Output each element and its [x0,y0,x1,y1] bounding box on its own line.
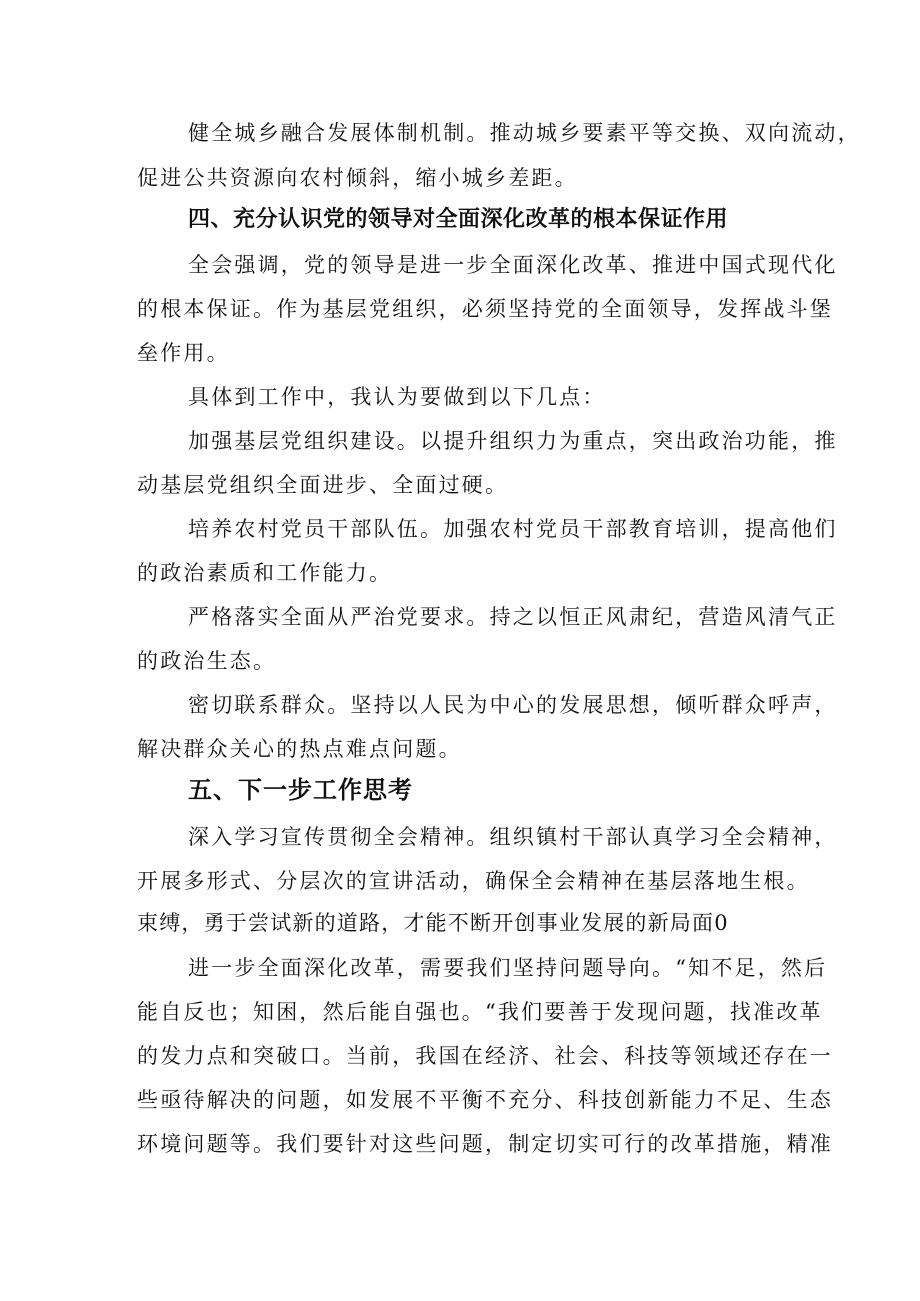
paragraph-line: 深入学习宣传贯彻全会精神。组织镇村干部认真学习全会精神， [188,825,838,849]
paragraph-line: 健全城乡融合发展体制机制。推动城乡要素平等交换、双向流动， [188,121,861,145]
list-item-line: 培养农村党员干部队伍。加强农村党员干部教育培训，提高他们 [188,517,838,541]
paragraph-line: 促进公共资源向农村倾斜，缩小城乡差距。 [137,166,578,190]
list-item-line: 的政治生态。 [137,649,277,673]
list-item-line: 的政治素质和工作能力。 [137,561,393,585]
paragraph-line: 环境问题等。我们要针对这些问题，制定切实可行的改革措施，精准 [137,1132,833,1156]
paragraph-line: 开展多形式、分层次的宣讲活动，确保全会精神在基层落地生根。 [137,869,810,893]
paragraph-line: 全会强调，党的领导是进一步全面深化改革、推进中国式现代化 [188,253,838,277]
list-item-line: 加强基层党组织建设。以提升组织力为重点，突出政治功能，推 [188,429,838,453]
list-item-line: 解决群众关心的热点难点问题。 [137,737,462,761]
section-heading-5: 五、下一步工作思考 [188,776,413,804]
list-item-line: 密切联系群众。坚持以人民为中心的发展思想，倾听群众呼声， [188,693,838,717]
list-item-line: 动基层党组织全面进步、全面过硬。 [137,473,509,497]
paragraph-fragment: 束缚，勇于尝试新的道路，才能不断开创事业发展的新局面0 [137,911,729,935]
paragraph-line: 能自反也；知困，然后能自强也。“我们要善于发现问题，找准改革 [137,1000,823,1024]
paragraph-line: 进一步全面深化改革，需要我们坚持问题导向。“知不足，然后 [188,956,828,980]
paragraph-line: 些亟待解决的问题，如发展不平衡不充分、科技创新能力不足、生态 [137,1088,833,1112]
paragraph-line: 具体到工作中，我认为要做到以下几点： [188,385,606,409]
paragraph-line: 的根本保证。作为基层党组织，必须坚持党的全面领导，发挥战斗堡 [137,297,833,321]
paragraph-line: 垒作用。 [137,341,230,365]
list-item-line: 严格落实全面从严治党要求。持之以恒正风肃纪，营造风清气正 [188,605,838,629]
paragraph-line: 的发力点和突破口。当前，我国在经济、社会、科技等领域还存在一 [137,1044,833,1068]
section-heading-4: 四、充分认识党的领导对全面深化改革的根本保证作用 [188,207,729,232]
